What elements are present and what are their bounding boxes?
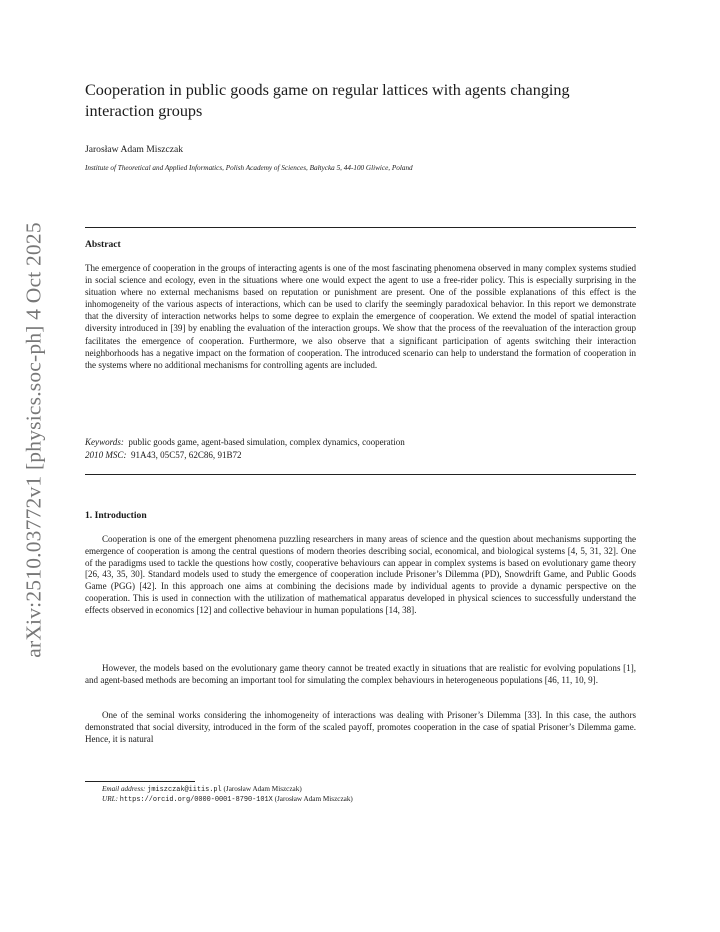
footnote-email [102,785,302,794]
abstract-bottom-rule [85,474,636,475]
abstract-text: The emergence of cooperation in the groups of interacting agents is one of the most fascinating phenomena observed in many complex systems studied in social science and ecology, even in the situations where one would expect the agent to use a free-rider policy. This is especially surprising in the situation where no external mechanisms based on reputation or punishment are present. One of the possible explanations of this effect is the inhomogeneity of the various aspects of interactions, which can be used to clarify the seemingly paradoxical behavior. In this report we demonstrate that the diversity of interaction networks helps to some degree to explain the emergence of cooperation. We extend the model of spatial interaction diversity introduced in [39] by enabling the evaluation of the interaction groups. We show that the process of the reevaluation of the interaction group facilitates the emergence of cooperation. Furthermore, we also observe that a significant participation of agents switching their interaction neighborhoods has a negative impact on the formation of cooperation. The introduced scenario can help to understand the formation of cooperation in the systems where no additional mechanisms for controlling agents are included. [85,263,636,370]
email-owner: (Jarosław Adam Miszczak) [223,785,302,793]
email-address: jmiszczak@iitis.pl [147,786,222,794]
msc-label: 2010 MSC: [85,450,127,460]
url-label: URL: [102,795,118,803]
author-affiliation: Institute of Theoretical and Applied Informatics, Polish Academy of Sciences, Bałtycka 5, 44-100 Gliwice, Poland [85,164,413,172]
keywords-label: Keywords: [85,437,124,447]
footnote-url [102,795,353,804]
abstract-heading: Abstract [85,239,121,250]
msc-value: 91A43, 05C57, 62C86, 91B72 [131,450,242,460]
paper-title: Cooperation in public goods game on regular lattices with agents changing interaction groups [85,81,570,120]
email-label: Email address: [102,785,146,793]
section-heading: 1. Introduction [85,510,147,521]
keywords-line [85,437,405,447]
orcid-url: https://orcid.org/0000-0001-8790-101X [119,796,273,804]
intro-paragraph-3: One of the seminal works considering the inhomogeneity of interactions was dealing with Prisoner’s Dilemma [33]. In this case, the authors demonstrated that social diversity, introduced in the form of the scaled payoff, promotes cooperation in the case of spatial Prisoner’s Dilemma game. Hence, it is natural [85,710,636,744]
arxiv-sidebar [14,222,54,658]
intro-paragraph-1: Cooperation is one of the emergent phenomena puzzling researchers in many areas of science and the question about mechanisms supporting the emergence of cooperation is among the central questions of modern theories describing social, economical, and biological systems [4, 5, 31, 32]. One of the paradigms used to tackle the questions how costly, cooperative behaviours can appear in complex systems is based on evolutionary game theory [26, 43, 35, 30]. Standard models used to study the emergence of cooperation include Prisoner’s Dilemma (PD), Snowdrift Game, and Public Goods Game (PGG) [42]. In this approach one aims at combining the decisions made by individual agents to provide a dynamic perspective on the cooperation. This is used in connection with the utilization of mathematical apparatus developed in physical sciences to successfully understand the effects observed in economics [12] and collective behaviour in human populations [14, 38]. [85,534,636,615]
footnote-rule [85,781,195,782]
url-owner: (Jarosław Adam Miszczak) [274,795,353,803]
author-name: Jarosław Adam Miszczak [85,144,184,155]
msc-line [85,450,242,460]
keywords-value: public goods game, agent-based simulation, complex dynamics, cooperation [128,437,405,447]
arxiv-identifier: arXiv:2510.03772v1 [physics.soc-ph] 4 Oct 2025 [21,222,46,658]
intro-paragraph-2: However, the models based on the evolutionary game theory cannot be treated exactly in situations that are realistic for evolving populations [1], and agent-based methods are becoming an important tool for simulating the complex behaviours in heterogeneous populations [46, 11, 10, 9]. [85,663,636,685]
abstract-top-rule [85,227,636,228]
